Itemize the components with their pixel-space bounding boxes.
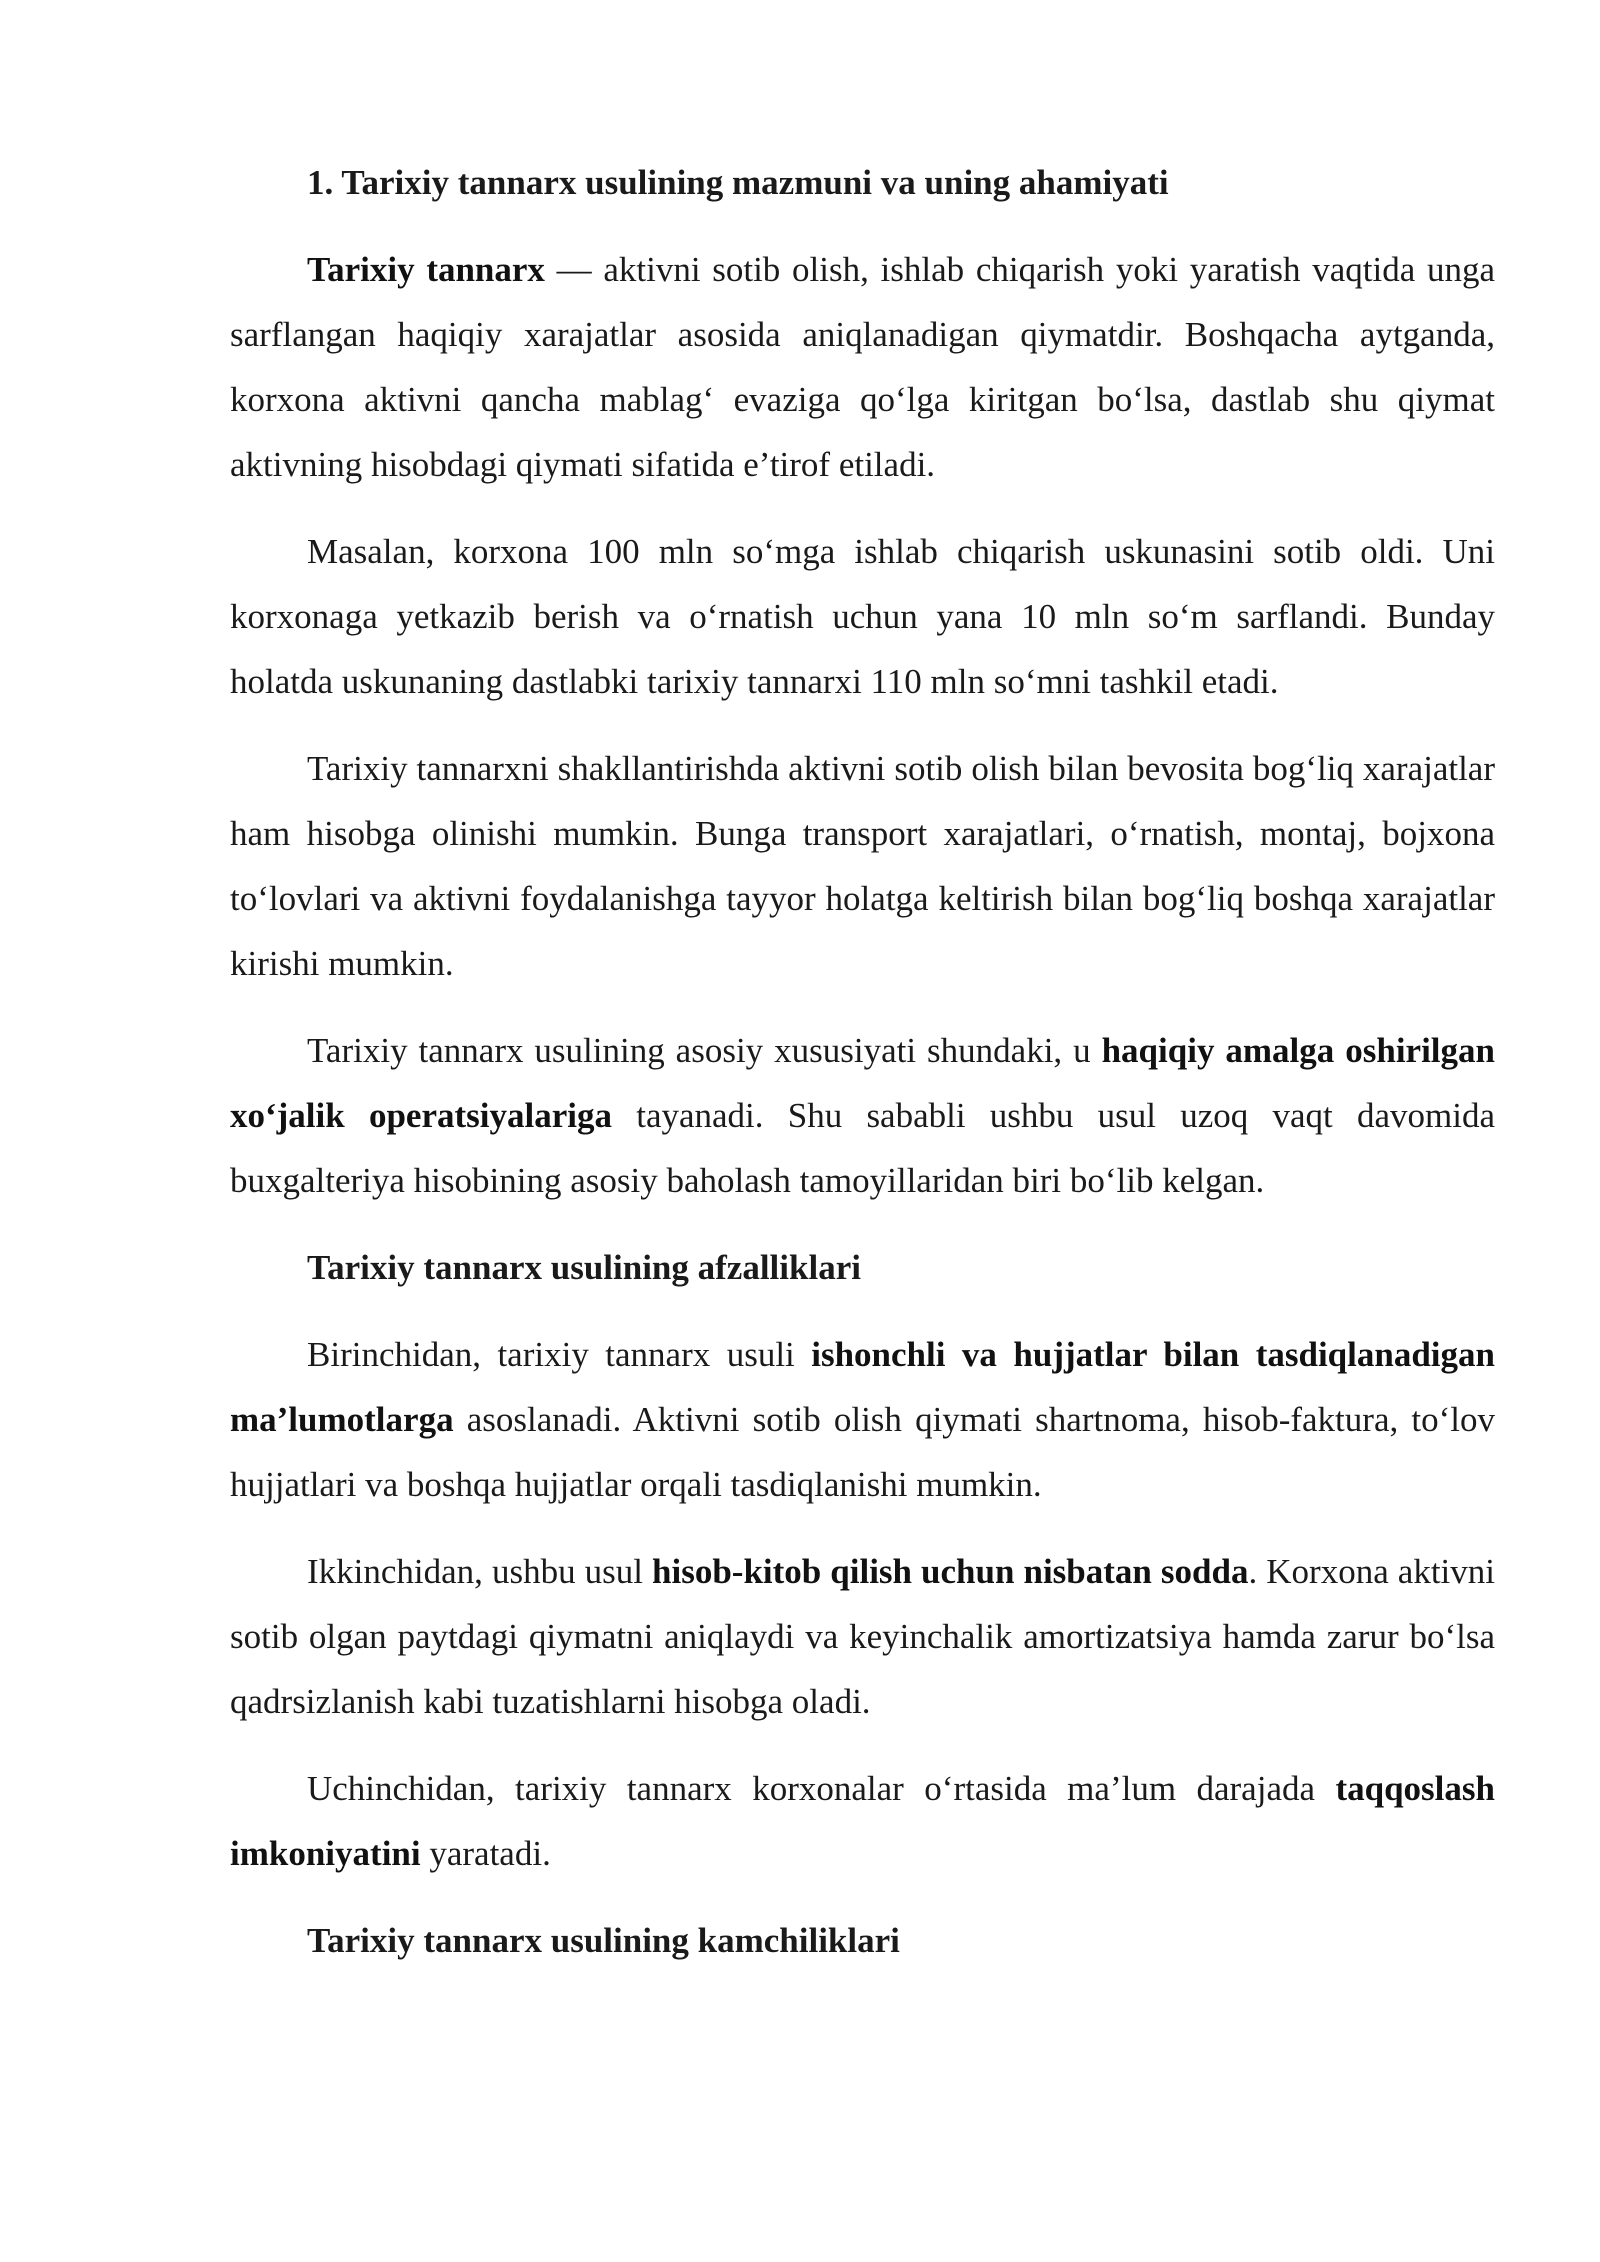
- paragraph-advantage-2: [230, 1539, 1495, 1734]
- text-segment: tayanadi. Shu sababli ushbu usul uzoq vaqt davomida buxgalteriya hisobining asosiy baholash tamoyillaridan biri bo‘lib kelgan.: [230, 1096, 1495, 1200]
- emphasis-text: haqiqiy amalga oshirilgan xo‘jalik operatsiyalariga: [230, 1031, 1495, 1135]
- definition-text: — aktivni sotib olish, ishlab chiqarish yoki yaratish vaqtida unga sarflangan haqiqiy xarajatlar asosida aniqlanadigan qiymatdir. Boshqacha aytganda, korxona aktivni qancha mablag‘ evaziga qo‘lga kiritgan bo‘lsa, dastlab shu qiymat aktivning hisobdagi qiymati sifatida e’tirof etiladi.: [230, 250, 1495, 484]
- text-segment: Uchinchidan, tarixiy tannarx korxonalar o‘rtasida ma’lum darajada: [307, 1769, 1336, 1808]
- paragraph-example: Masalan, korxona 100 mln so‘mga ishlab chiqarish uskunasini sotib oldi. Uni korxonaga yetkazib berish va o‘rnatish uchun yana 10 mln so‘m sarflandi. Bunday holatda uskunaning dastlabki tarixiy tannarxi 110 mln so‘mni tashkil etadi.: [230, 532, 1495, 701]
- text-segment: Tarixiy tannarx usulining asosiy xususiyati shundaki, u: [307, 1031, 1102, 1070]
- disadvantages-heading: Tarixiy tannarx usulining kamchiliklari: [307, 1921, 900, 1960]
- paragraph-definition: [230, 237, 1495, 497]
- paragraph-advantage-1: [230, 1322, 1495, 1517]
- emphasis-text: hisob-kitob qilish uchun nisbatan sodda: [652, 1552, 1249, 1591]
- paragraph-advantage-3: [230, 1756, 1495, 1886]
- text-segment: . Korxona aktivni sotib olgan paytdagi qiymatni aniqlaydi va keyinchalik amortizatsiya hamda zarur bo‘lsa qadrsizlanish kabi tuzatishlarni hisobga oladi.: [230, 1552, 1495, 1721]
- text-segment: asoslanadi. Aktivni sotib olish qiymati shartnoma, hisob-faktura, to‘lov hujjatlari va boshqa hujjatlar orqali tasdiqlanishi mumkin.: [230, 1400, 1495, 1504]
- text-segment: yaratadi.: [420, 1834, 551, 1873]
- paragraph-related-costs: Tarixiy tannarxni shakllantirishda aktivni sotib olish bilan bevosita bog‘liq xarajatlar ham hisobga olinishi mumkin. Bunga transport xarajatlari, o‘rnatish, montaj, bojxona to‘lovlari va aktivni foydalanishga tayyor holatga keltirish bilan bog‘liq boshqa xarajatlar kirishi mumkin.: [230, 749, 1495, 983]
- advantages-heading: Tarixiy tannarx usulining afzalliklari: [307, 1248, 861, 1287]
- term-historical-cost: Tarixiy tannarx: [307, 250, 545, 289]
- text-segment: Ikkinchidan, ushbu usul: [307, 1552, 653, 1591]
- paragraph-key-feature: [230, 1018, 1495, 1213]
- emphasis-text: taqqoslash imkoniyatini: [230, 1769, 1495, 1873]
- text-segment: Birinchidan, tarixiy tannarx usuli: [307, 1335, 812, 1374]
- document-page: [230, 150, 1495, 1995]
- emphasis-text: ishonchli va hujjatlar bilan tasdiqlanadigan ma’lumotlarga: [230, 1335, 1495, 1439]
- section-heading: 1. Tarixiy tannarx usulining mazmuni va uning ahamiyati: [307, 163, 1169, 202]
